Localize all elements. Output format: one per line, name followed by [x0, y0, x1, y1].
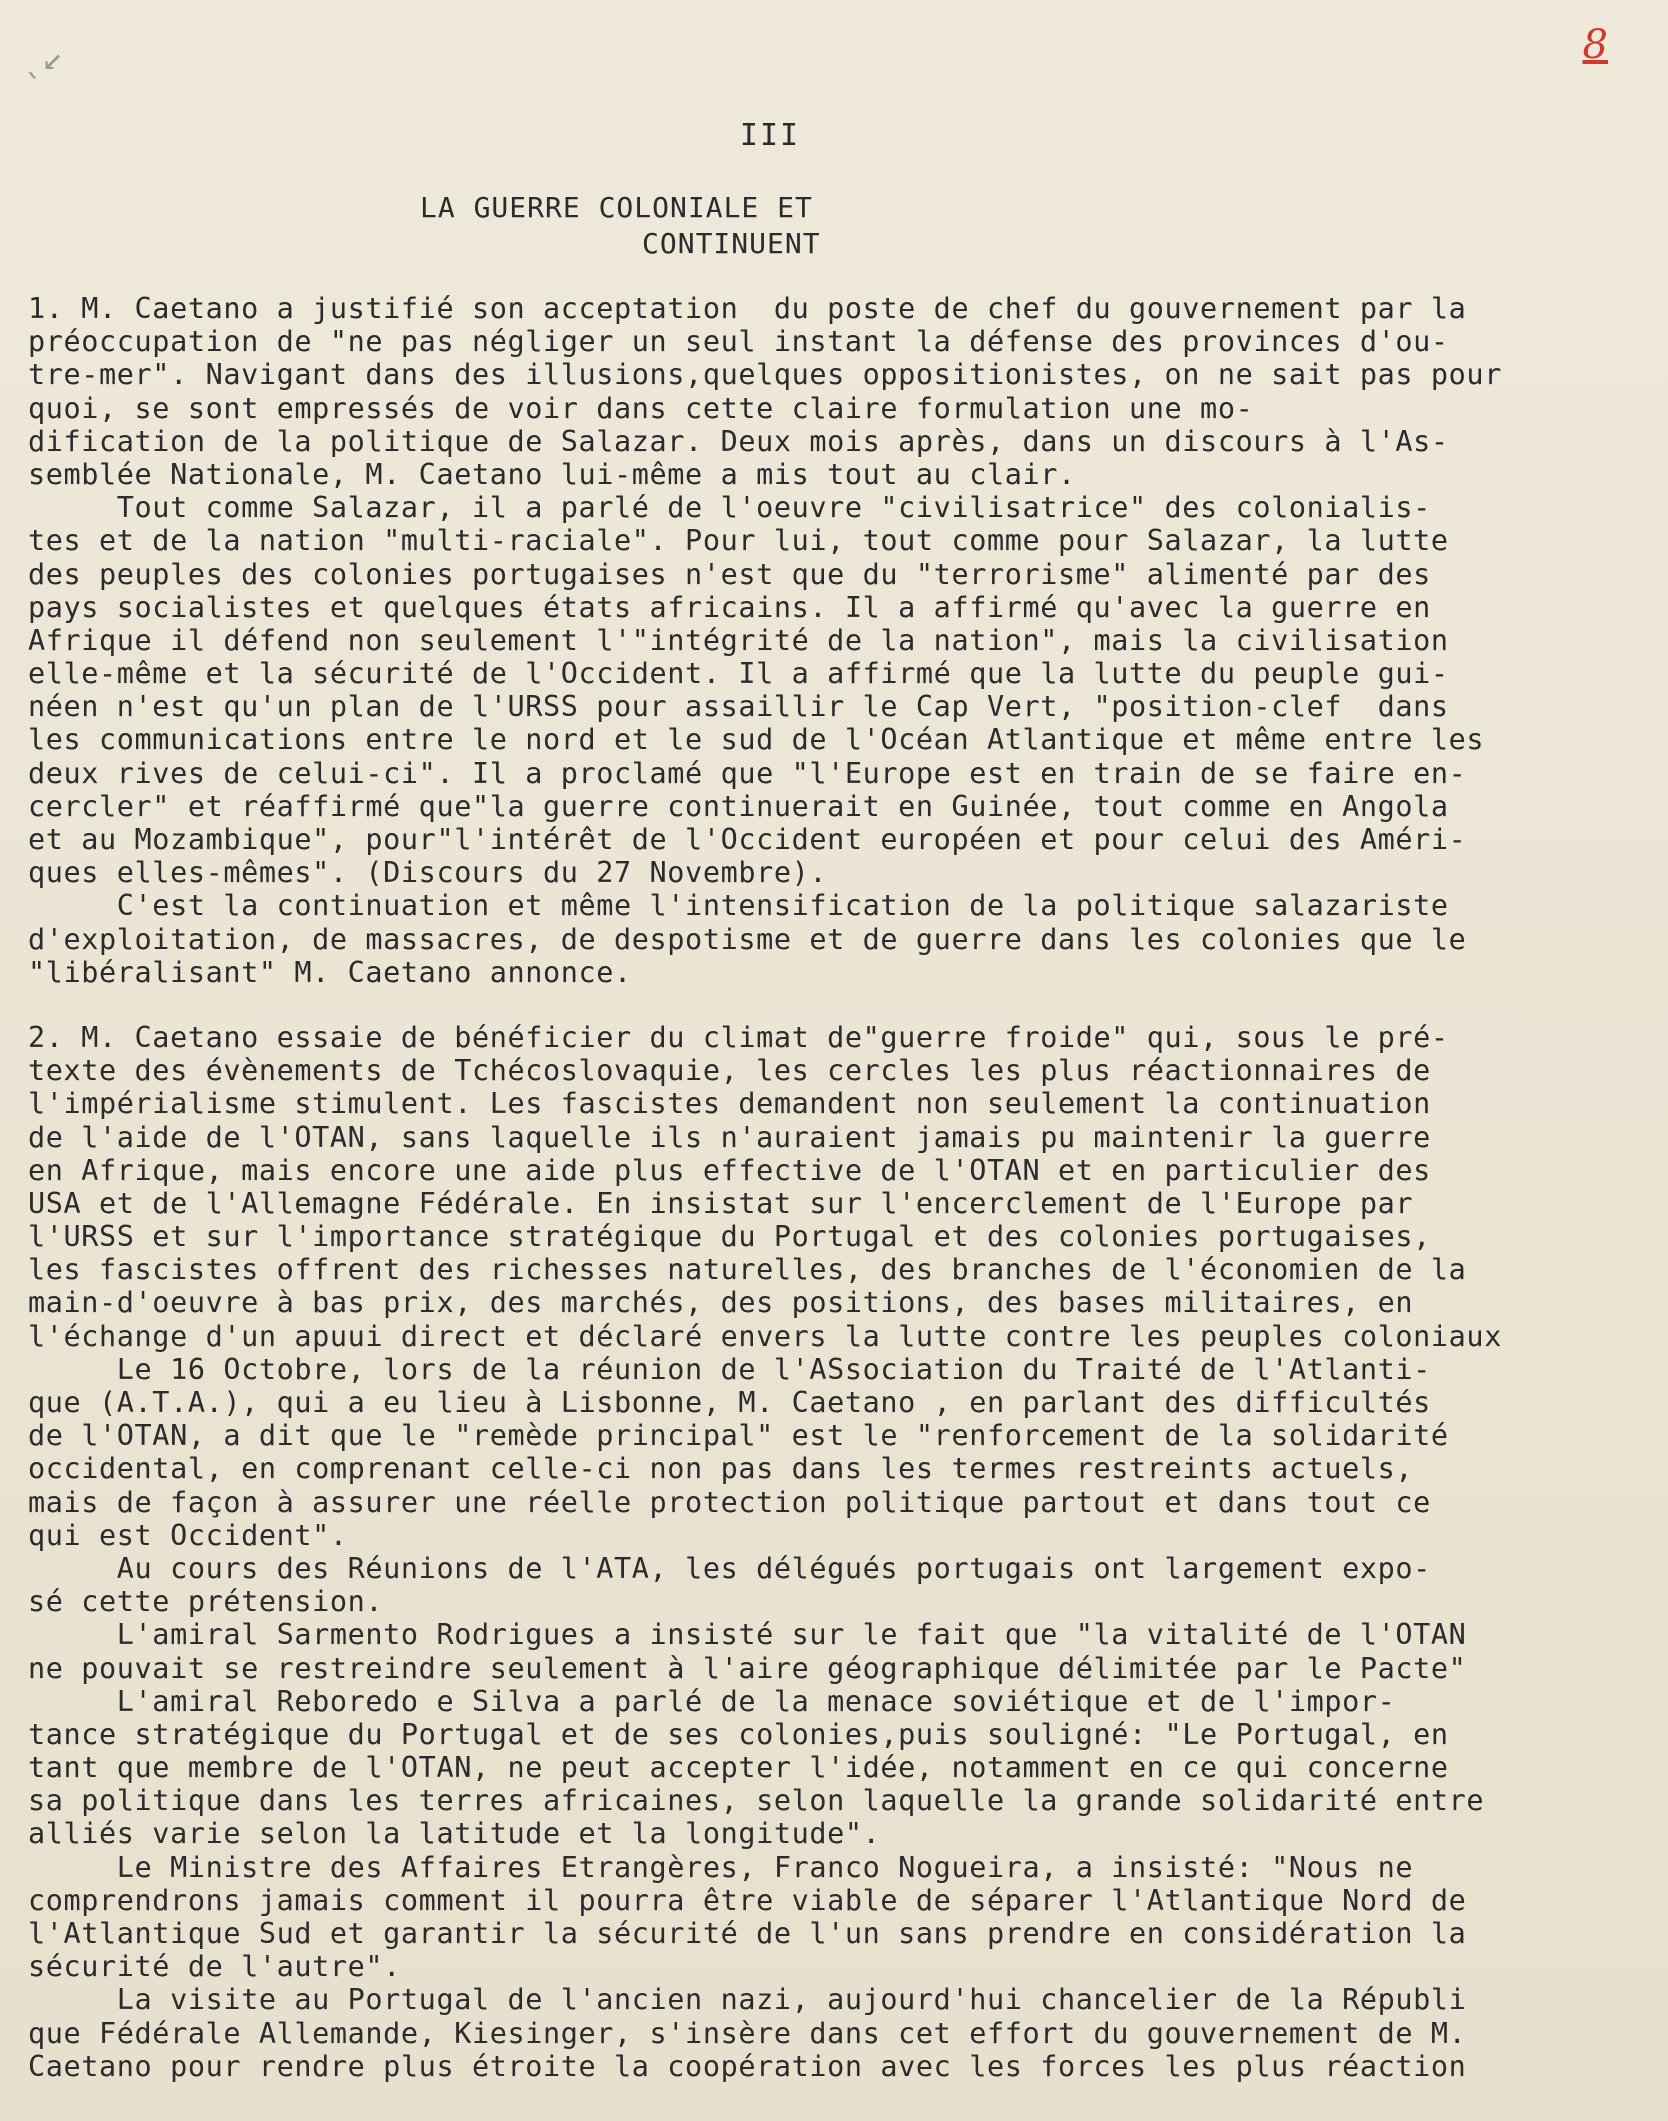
text-line: Au cours des Réunions de l'ATA, les délégués portugais ont largement expo- [28, 1551, 1431, 1585]
text-line: L'amiral Sarmento Rodrigues a insisté sur le fait que "la vitalité de l'OTAN [28, 1618, 1467, 1652]
text-line: de l'aide de l'OTAN, sans laquelle ils n'auraient jamais pu maintenir la guerre [28, 1120, 1431, 1154]
text-line: L'amiral Reboredo e Silva a parlé de la menace soviétique et de l'impor- [28, 1684, 1396, 1718]
body-text [28, 292, 1638, 2083]
text-line: en Afrique, mais encore une aide plus effective de l'OTAN et en particulier des [28, 1153, 1431, 1187]
text-line: dification de la politique de Salazar. Deux mois après, dans un discours à l'As- [28, 424, 1449, 458]
text-line: l'Atlantique Sud et garantir la sécurité de l'un sans prendre en considération la [28, 1917, 1467, 1950]
text-line: elle-même et la sécurité de l'Occident. Il a affirmé que la lutte du peuple gui- [28, 657, 1449, 691]
text-line: Caetano pour rendre plus étroite la coopération avec les forces les plus réaction [28, 2049, 1467, 2083]
text-line: les communications entre le nord et le sud de l'Océan Atlantique et même entre les [28, 723, 1485, 757]
text-line: main-d'oeuvre à bas prix, des marchés, des positions, des bases militaires, en [28, 1286, 1414, 1320]
text-line: que Fédérale Allemande, Kiesinger, s'insère dans cet effort du gouvernement de M. [28, 2016, 1467, 2050]
text-line: 1. M. Caetano a justifié son acceptation du poste de chef du gouvernement par la [28, 292, 1467, 325]
text-line: de l'OTAN, a dit que le "remède principal" est le "renforcement de la solidarité [28, 1419, 1449, 1453]
text-line: texte des évènements de Tchécoslovaquie, les cercles les plus réactionnaires de [28, 1054, 1431, 1088]
text-line: La visite au Portugal de l'ancien nazi, aujourd'hui chancelier de la Républi [28, 1983, 1467, 2017]
text-line: l'URSS et sur l'importance stratégique du Portugal et des colonies portugaises, [28, 1220, 1431, 1254]
title-line: LA GUERRE COLONIALE ET [420, 191, 813, 224]
text-line: sa politique dans les terres africaines, selon laquelle la grande solidarité entre [28, 1784, 1485, 1818]
text-line: préoccupation de "ne pas négliger un seul instant la défense des provinces d'ou- [28, 325, 1449, 359]
text-line: USA et de l'Allemagne Fédérale. En insistat sur l'encerclement de l'Europe par [28, 1186, 1414, 1220]
page-number: 8 [1582, 22, 1608, 68]
text-line: l'impérialisme stimulent. Les fascistes demandent non seulement la continuation [28, 1087, 1431, 1121]
text-line: tance stratégique du Portugal et de ses colonies,puis souligné: "Le Portugal, en [28, 1717, 1449, 1751]
text-line: C'est la continuation et même l'intensification de la politique salazariste [28, 889, 1449, 923]
text-line: qui est Occident". [28, 1518, 348, 1552]
text-line: Afrique il défend non seulement l'"intégrité de la nation", mais la civilisation [28, 623, 1449, 657]
text-line: ques elles-mêmes". (Discours du 27 Novembre). [28, 856, 828, 890]
text-line: quoi, se sont empressés de voir dans cette claire formulation une mo- [28, 391, 1254, 425]
text-line: mais de façon à assurer une réelle protection politique partout et dans tout ce [28, 1485, 1431, 1519]
text-line: sé cette prétension. [28, 1585, 384, 1619]
text-line: Le 16 Octobre, lors de la réunion de l'ASsociation du Traité de l'Atlanti- [28, 1352, 1431, 1386]
paragraph-2 [28, 1021, 1638, 2083]
section-number: III [739, 118, 801, 153]
section-title [420, 190, 821, 262]
text-line: "libéralisant" M. Caetano annonce. [28, 955, 632, 989]
text-line: cercler" et réaffirmé que"la guerre continuerait en Guinée, tout comme en Angola [28, 789, 1449, 823]
text-line: comprendrons jamais comment il pourra être viable de séparer l'Atlantique Nord de [28, 1883, 1467, 1917]
text-line: d'exploitation, de massacres, de despotisme et de guerre dans les colonies que le [28, 922, 1467, 956]
text-line: Le Ministre des Affaires Etrangères, Franco Nogueira, a insisté: "Nous ne [28, 1850, 1414, 1884]
text-line: des peuples des colonies portugaises n'est que du "terrorisme" alimenté par des [28, 557, 1431, 591]
text-line: 2. M. Caetano essaie de bénéficier du climat de"guerre froide" qui, sous le pré- [28, 1020, 1449, 1054]
text-line: tre-mer". Navigant dans des illusions,quelques oppositionistes, on ne sait pas pour [28, 358, 1502, 392]
text-line: alliés varie selon la latitude et la longitude". [28, 1817, 881, 1851]
text-line: et au Mozambique", pour"l'intérêt de l'Occident européen et pour celui des Améri- [28, 823, 1467, 856]
title-line: CONTINUENT [642, 227, 821, 260]
text-line: ne pouvait se restreindre seulement à l'aire géographique délimitée par le Pacte" [28, 1651, 1467, 1685]
text-line: les fascistes offrent des richesses naturelles, des branches de l'économien de la [28, 1253, 1467, 1287]
paragraph-gap [28, 989, 1638, 1021]
text-line: que (A.T.A.), qui a eu lieu à Lisbonne, M. Caetano , en parlant des difficultés [28, 1386, 1431, 1419]
ink-smudge-mark: ˎ↙ [22, 38, 63, 78]
text-line: tes et de la nation "multi-raciale". Pour lui, tout comme pour Salazar, la lutte [28, 524, 1449, 558]
text-line: tant que membre de l'OTAN, ne peut accepter l'idée, notamment en ce qui concerne [28, 1751, 1449, 1785]
text-line: pays socialistes et quelques états africains. Il a affirmé qu'avec la guerre en [28, 590, 1431, 624]
text-line: l'échange d'un apuui direct et déclaré envers la lutte contre les peuples coloniaux [28, 1319, 1502, 1353]
text-line: occidental, en comprenant celle-ci non pas dans les termes restreints actuels, [28, 1452, 1414, 1486]
text-line: semblée Nationale, M. Caetano lui-même a mis tout au clair. [28, 457, 1076, 491]
paragraph-1 [28, 292, 1638, 989]
text-line: néen n'est qu'un plan de l'URSS pour assaillir le Cap Vert, "position-clef dans [28, 690, 1449, 724]
text-line: deux rives de celui-ci". Il a proclamé que "l'Europe est en train de se faire en- [28, 756, 1467, 790]
text-line: sécurité de l'autre". [28, 1950, 401, 1984]
text-line: Tout comme Salazar, il a parlé de l'oeuvre "civilisatrice" des colonialis- [28, 491, 1431, 525]
